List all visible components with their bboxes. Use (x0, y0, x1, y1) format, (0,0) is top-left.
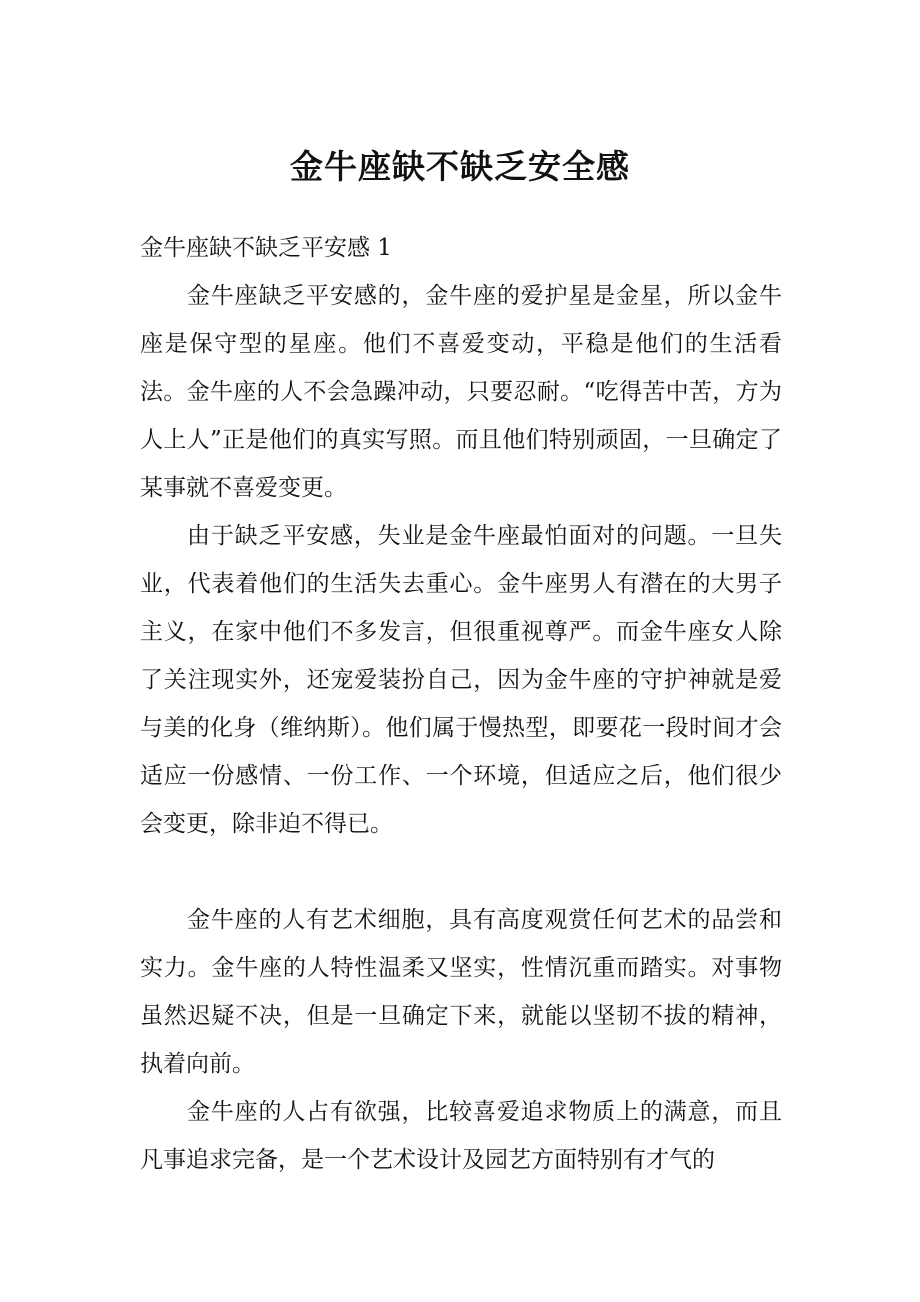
paragraph-3: 金牛座的人有艺术细胞，具有高度观赏任何艺术的品尝和实力。金牛座的人特性温柔又坚实，性情沉重而踏实。对事物虽然迟疑不决，但是一旦确定下来，就能以坚韧不拔的精神，执着向前。 (140, 907, 782, 1077)
document-title: 金牛座缺不缺乏安全感 (290, 147, 630, 186)
paragraph-4: 金牛座的人占有欲强，比较喜爱追求物质上的满意，而且凡事追求完备，是一个艺术设计及园艺方面特别有才气的 (140, 1099, 782, 1173)
paragraph-1: 金牛座缺乏平安感的，金牛座的爱护星是金星，所以金牛座是保守型的星座。他们不喜爱变动，平稳是他们的生活看法。金牛座的人不会急躁冲动，只要忍耐。“吃得苦中苦，方为人上人”正是他们的真实写照。而且他们特别顽固，一旦确定了某事就不喜爱变更。 (140, 283, 782, 501)
section-heading: 金牛座缺不缺乏平安感 1 (140, 235, 392, 261)
paragraph-2: 由于缺乏平安感，失业是金牛座最怕面对的问题。一旦失业，代表着他们的生活失去重心。金牛座男人有潜在的大男子主义，在家中他们不多发言，但很重视尊严。而金牛座女人除了关注现实外，还宠爱装扮自己，因为金牛座的守护神就是爱与美的化身（维纳斯）。他们属于慢热型，即要花一段时间才会适应一份感情、一份工作、一个环境，但适应之后，他们很少会变更，除非迫不得已。 (140, 523, 782, 837)
